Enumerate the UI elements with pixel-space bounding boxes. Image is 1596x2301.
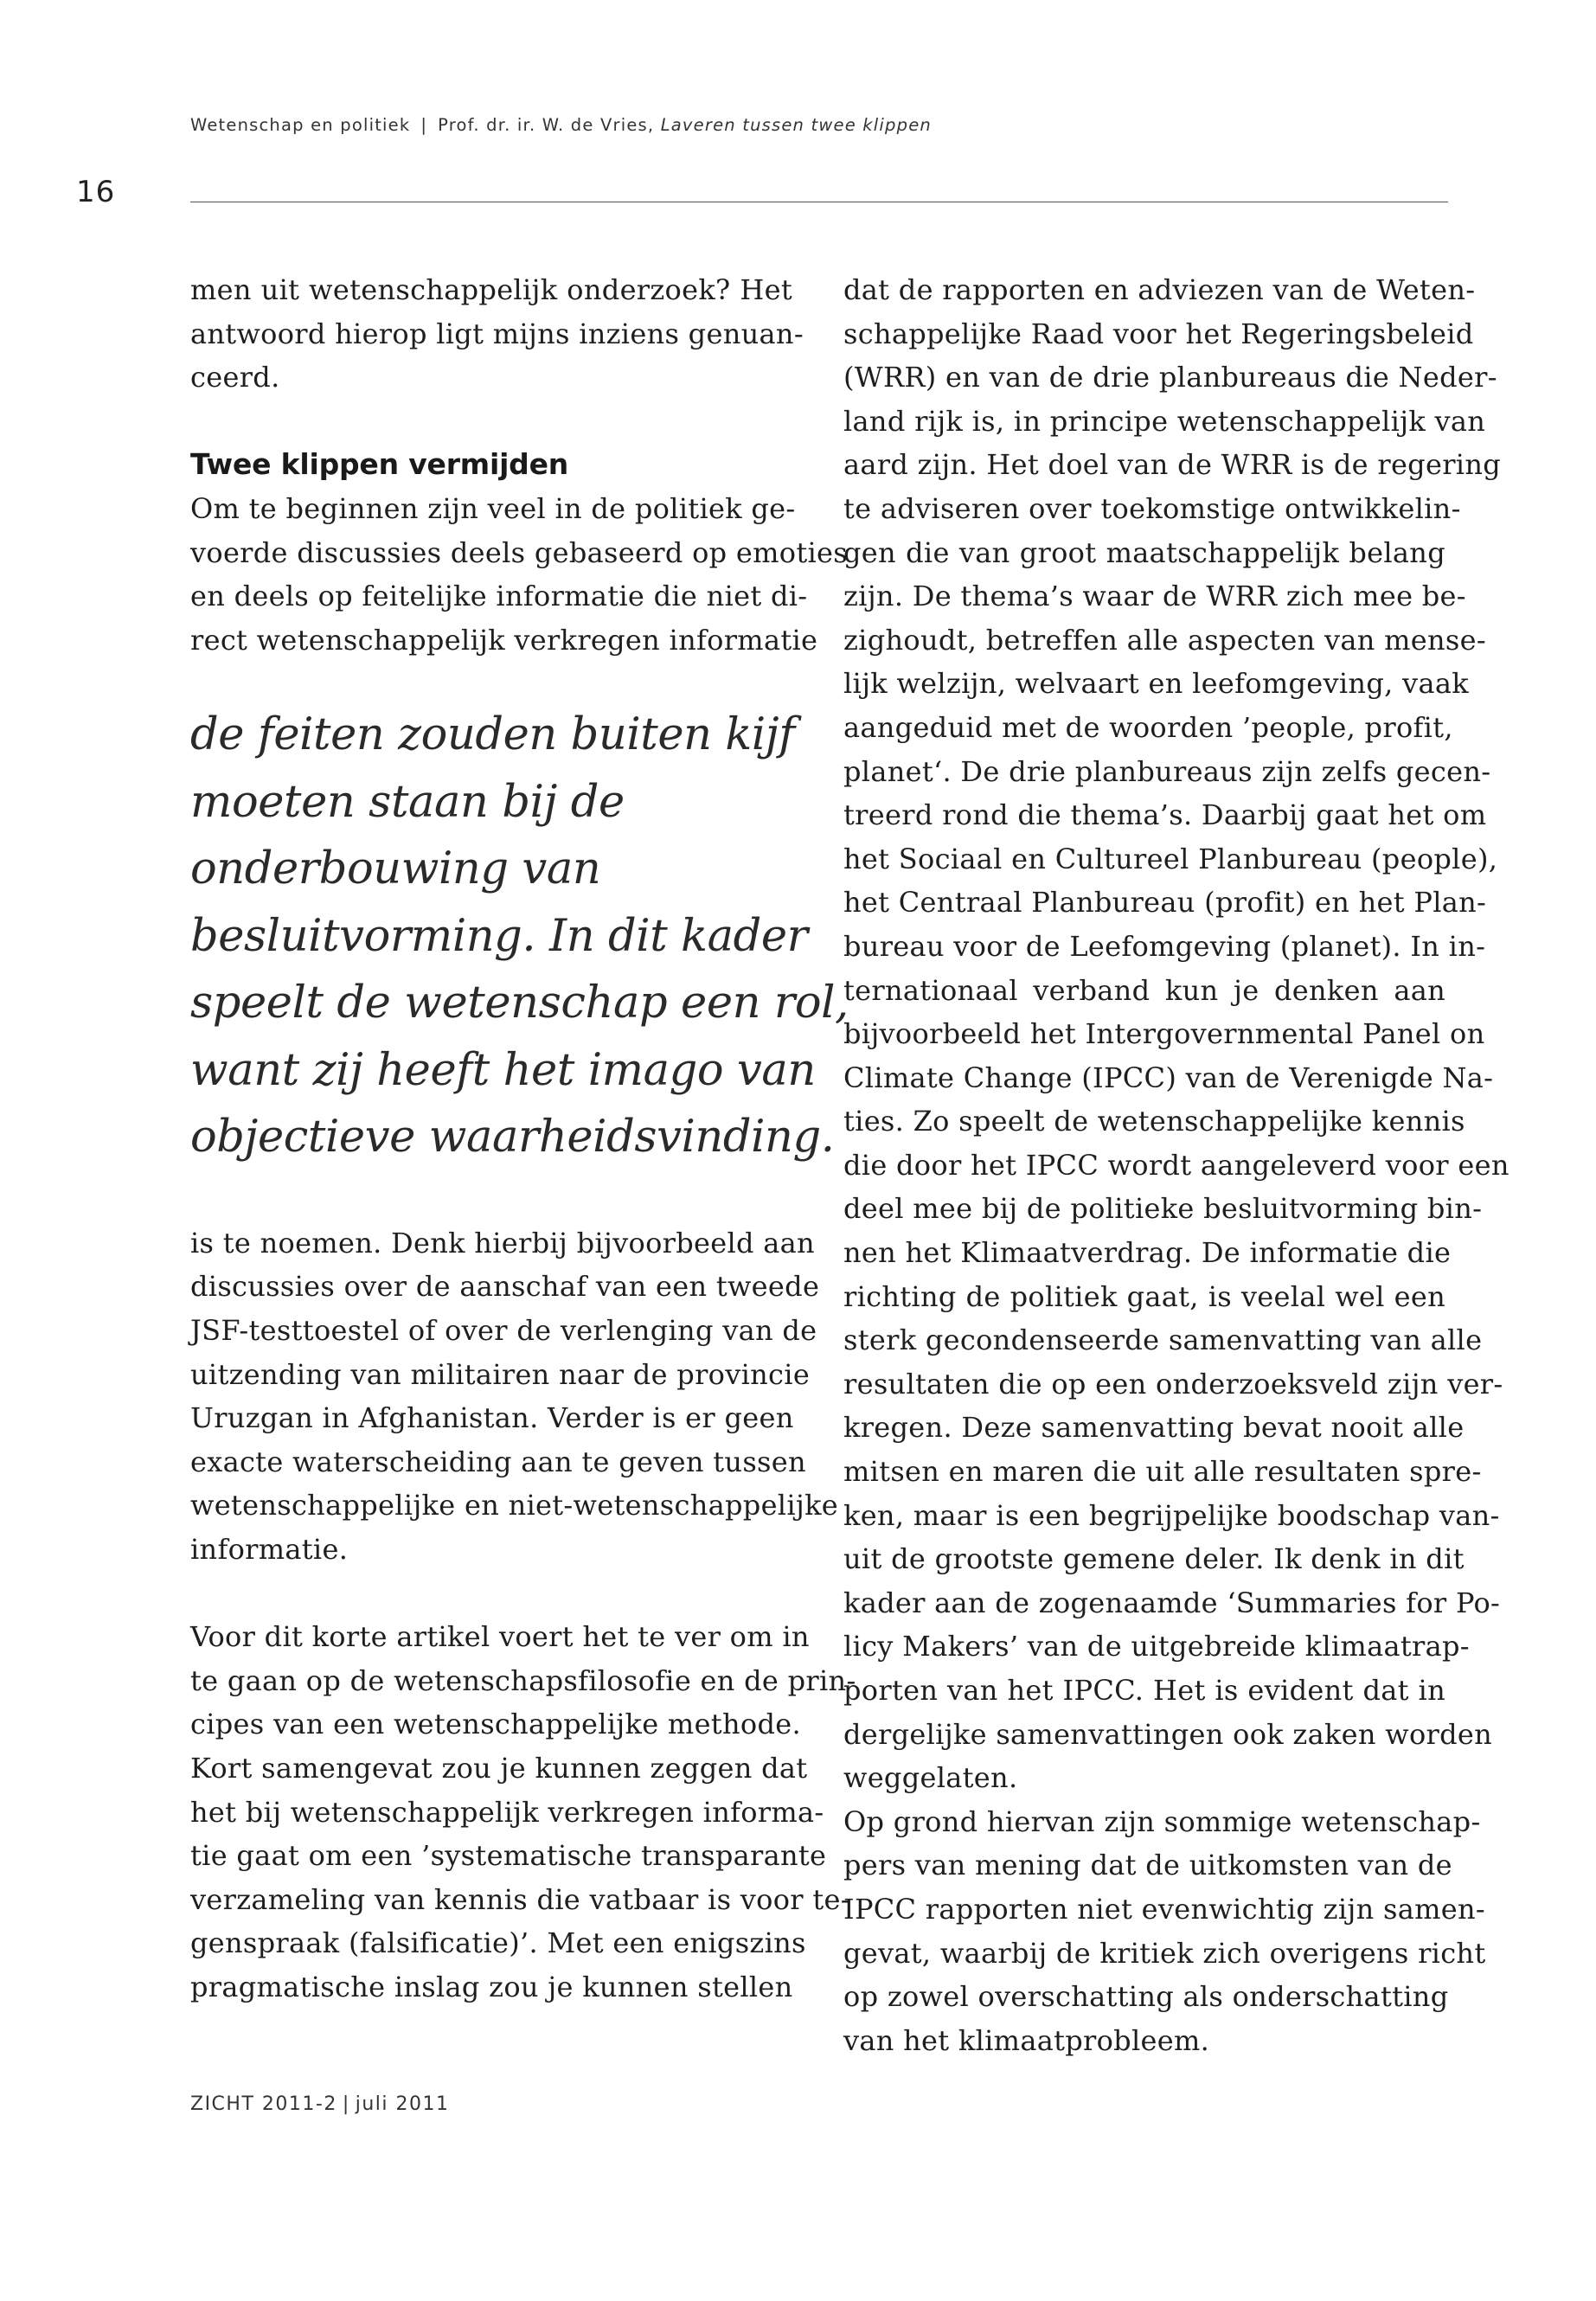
text-line: rect wetenschappelijk verkregen informatie [190, 623, 818, 657]
text-line: (WRR) en van de drie planbureaus die Neder- [843, 361, 1497, 394]
text-line: Om te beginnen zijn veel in de politiek ge- [190, 491, 796, 525]
wrr-paragraph [843, 268, 1509, 1800]
page-footer [190, 2093, 450, 2115]
text-line: bureau voor de Leefomgeving (planet). In in- [843, 929, 1486, 963]
text-line: Climate Change (IPCC) van de Verenigde Na- [843, 1061, 1494, 1094]
text-line: exacte waterscheiding aan te geven tussen [190, 1445, 806, 1478]
text-line: deel mee bij de politieke besluitvorming bin- [843, 1192, 1483, 1226]
text-line: te adviseren over toekomstige ontwikkelin- [843, 491, 1461, 525]
text-line: verzameling van kennis die vatbaar is voor te- [190, 1882, 850, 1916]
text-line: gevat, waarbij de kritiek zich overigens richt [843, 1936, 1486, 1970]
continuation-paragraph [190, 1221, 839, 1572]
text-line: het bij wetenschappelijk verkregen informa- [190, 1795, 824, 1829]
text-line: van het klimaatprobleem. [843, 2023, 1210, 2057]
text-line: Uruzgan in Afghanistan. Verder is er geen [190, 1401, 794, 1435]
section-paragraph [190, 487, 848, 662]
text-line: pragmatische inslag zou je kunnen stellen [190, 1970, 793, 2003]
text-line: uitzending van militairen naar de provincie [190, 1357, 811, 1391]
text-line: het Sociaal en Cultureel Planbureau (people), [843, 842, 1498, 875]
pull-quote-line: speelt de wetenschap een rol, [190, 977, 849, 1029]
text-line: sterk gecondenseerde samenvatting van alle [843, 1324, 1483, 1357]
paragraph-gap [190, 400, 792, 444]
text-line: weggelaten. [843, 1761, 1018, 1795]
header-author: Prof. dr. ir. W. de Vries, [438, 115, 655, 135]
text-line: men uit wetenschappelijk onderzoek? Het [190, 273, 792, 306]
text-line: is te noemen. Denk hierbij bijvoorbeeld aan [190, 1226, 815, 1259]
pull-quote-line: besluitvorming. In dit kader [190, 910, 808, 962]
text-line: te gaan op de wetenschapsfilosofie en de prin- [190, 1663, 856, 1697]
pull-quote-line: want zij heeft het imago van [190, 1044, 816, 1096]
running-header [190, 115, 1453, 135]
pull-quote [190, 702, 849, 1171]
text-line: discussies over de aanschaf van een tweede [190, 1270, 820, 1304]
text-line: zighoudt, betreffen alle aspecten van mense- [843, 623, 1486, 657]
header-article-title: Laveren tussen twee klippen [660, 115, 932, 135]
text-line: JSF-testtoestel of over de verlenging van de [190, 1314, 817, 1348]
text-line: lijk welzijn, welvaart en leefomgeving, vaak [843, 667, 1469, 701]
text-line: Voor dit korte artikel voert het te ver om in [190, 1620, 810, 1654]
pull-quote-line: objectieve waarheidsvinding. [190, 1112, 835, 1163]
page-number: 16 [76, 175, 116, 209]
text-line: aard zijn. Het doel van de WRR is de regering [843, 448, 1502, 482]
footer-separator: | [342, 2093, 350, 2115]
text-line: dergelijke samenvattingen ook zaken worden [843, 1717, 1493, 1751]
text-line: pers van mening dat de uitkomsten van de [843, 1849, 1452, 1882]
method-paragraph [190, 1615, 856, 2009]
text-line: cipes van een wetenschappelijke methode. [190, 1708, 801, 1741]
text-line: land rijk is, in principe wetenschappelijk van [843, 404, 1486, 438]
text-line: planet‘. De drie planbureaus zijn zelfs gecen- [843, 754, 1491, 788]
header-separator: | [420, 115, 428, 135]
footer-date: juli 2011 [355, 2093, 450, 2115]
text-line: tie gaat om een ’systematische transparante [190, 1839, 827, 1873]
text-line: op zowel overschatting als onderschatting [843, 1980, 1449, 2014]
header-series: Wetenschap en politiek [190, 115, 411, 135]
text-line: treerd rond die thema’s. Daarbij gaat het om [843, 798, 1487, 832]
text-line: voerde discussies deels gebaseerd op emoties [190, 535, 848, 569]
text-line: kregen. Deze samenvatting bevat nooit alle [843, 1411, 1465, 1445]
text-line: zijn. De thema’s waar de WRR zich mee be- [843, 580, 1466, 613]
text-line: Kort samengevat zou je kunnen zeggen dat [190, 1751, 808, 1785]
text-line: IPCC rapporten niet evenwichtig zijn samen- [843, 1892, 1485, 1926]
text-line: licy Makers’ van de uitgebreide klimaatrap- [843, 1630, 1470, 1663]
text-line: wetenschappelijke en niet-wetenschappelijke [190, 1489, 839, 1522]
text-line: aangeduid met de woorden ’people, profit, [843, 710, 1453, 744]
text-line: porten van het IPCC. Het is evident dat in [843, 1674, 1445, 1707]
left-column [190, 268, 856, 2009]
paragraph-gap [190, 1572, 792, 1616]
text-line: die door het IPCC wordt aangeleverd voor een [843, 1148, 1509, 1182]
text-line: informatie. [190, 1533, 349, 1566]
text-line: nen het Klimaatverdrag. De informatie die [843, 1236, 1452, 1270]
text-line: Op grond hiervan zijn sommige wetenschap- [843, 1804, 1481, 1838]
pull-quote-line: onderbouwing van [190, 843, 601, 895]
text-line: het Centraal Planbureau (profit) en het Plan- [843, 886, 1487, 920]
text-line: bijvoorbeeld het Intergovernmental Panel on [843, 1017, 1485, 1051]
text-line: uit de grootste gemene deler. Ik denk in dit [843, 1542, 1465, 1576]
text-line: dat de rapporten en adviezen van de Weten- [843, 273, 1476, 306]
text-line: kader aan de zogenaamde ‘Summaries for Po- [843, 1586, 1501, 1619]
text-line: ties. Zo speelt de wetenschappelijke kennis [843, 1105, 1465, 1138]
text-line: schappelijke Raad voor het Regeringsbeleid [843, 317, 1474, 350]
pull-quote-line: de feiten zouden buiten kijf [190, 709, 795, 761]
section-heading: Twee klippen vermijden [190, 447, 569, 482]
text-line: ken, maar is een begrijpelijke boodschap van- [843, 1498, 1500, 1532]
text-line: en deels op feitelijke informatie die niet di- [190, 580, 808, 613]
ipcc-paragraph [843, 1800, 1486, 2063]
intro-paragraph [190, 268, 804, 400]
text-line: mitsen en maren die uit alle resultaten spre- [843, 1455, 1482, 1489]
footer-publication: ZICHT 2011-2 [190, 2093, 337, 2115]
text-line: genspraak (falsificatie)’. Met een enigszins [190, 1926, 806, 1960]
text-line: richting de politiek gaat, is veelal wel een [843, 1279, 1445, 1313]
text-line: resultaten die op een onderzoeksveld zijn ver- [843, 1367, 1503, 1400]
pull-quote-line: moeten staan bij de [190, 776, 625, 828]
right-column [843, 268, 1509, 2062]
text-line: ternationaal verband kun je denken aan [843, 973, 1445, 1007]
text-line: ceerd. [190, 361, 280, 394]
text-line: antwoord hierop ligt mijns inziens genuan- [190, 317, 804, 350]
text-line: gen die van groot maatschappelijk belang [843, 535, 1445, 569]
